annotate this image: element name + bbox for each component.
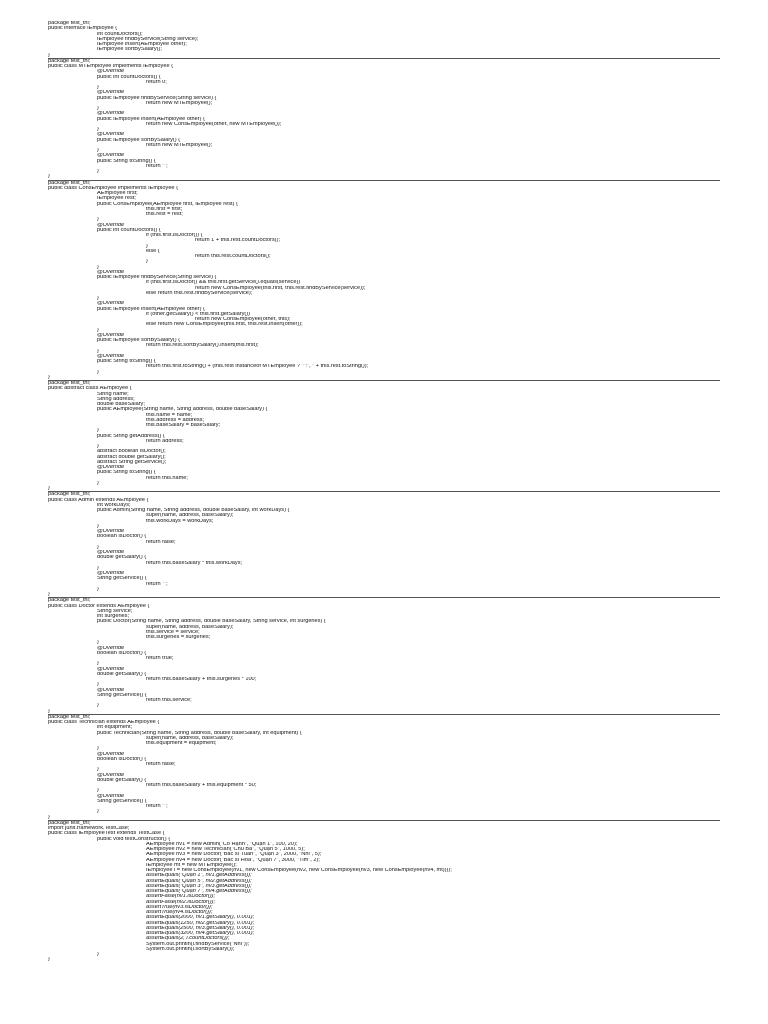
code-line: IEmployee l = new ConsEmployee(nv1, new ConsEmployee(nv2, new ConsEmployee(nv3, new ConsEmployee(nv4, mt)))); [146, 868, 452, 873]
code-line: @Override [97, 353, 125, 359]
code-line: @Override [97, 793, 125, 799]
code-line: return ""; [146, 581, 168, 587]
code-line: public Admin(String name, String address, double baseSalary, int workDays) { [97, 508, 290, 513]
code-line: public int countDoctors() { [97, 227, 161, 233]
code-line: } [97, 148, 99, 153]
code-line: this.first = first; [146, 206, 183, 212]
code-line: public int countDoctors() { [97, 74, 161, 80]
code-line: } [97, 106, 99, 111]
code-line: return 0; [146, 79, 167, 85]
code-line: return this.rest.sortBySalary().insert(this.first); [146, 343, 259, 349]
code-line: } [97, 565, 99, 571]
code-line: package test_thi; [48, 820, 91, 826]
code-line: boolean isDoctor() { [97, 756, 147, 762]
code-line: public abstract class AEmployee { [48, 386, 132, 392]
code-line: } [97, 85, 99, 90]
code-line: @Override [97, 571, 125, 576]
code-line: this.surgeries = surgeries; [146, 635, 211, 640]
code-line: public IEmployee findByService(String service) { [97, 275, 217, 280]
code-line: String getService() { [97, 692, 147, 698]
code-line: boolean isDoctor() { [97, 650, 147, 656]
code-line: return new ConsEmployee(other, this); [195, 317, 291, 322]
code-line: public class Technician extends AEmployee { [48, 720, 160, 725]
code-line: abstract boolean isDoctor(); [97, 449, 166, 455]
code-section [48, 821, 720, 963]
code-line: } [97, 444, 99, 449]
code-line: @Override [97, 90, 125, 96]
code-line: @Override [97, 332, 125, 338]
code-line: assertTrue(nv3.isDoctor()); [146, 904, 213, 910]
code-line: return this.baseSalary + this.equipment * 50; [146, 783, 257, 788]
code-line: return false; [146, 762, 176, 767]
code-line: } [97, 296, 99, 301]
code-line: @Override [97, 529, 125, 534]
code-line: public String toString() { [97, 470, 156, 476]
code-line: public class IEmployeeTest extends TestCase { [48, 831, 165, 837]
code-line: public IEmployee findByService(String service) { [97, 95, 217, 101]
code-line: public String toString() { [97, 158, 156, 164]
code-line: } [48, 374, 50, 380]
code-line: assertEquals(2, l.countDoctors()); [146, 936, 230, 942]
code-line: return false; [146, 539, 176, 545]
code-line: } [97, 217, 99, 223]
code-line: public IEmployee sortBySalary() { [97, 137, 181, 143]
code-line: @Override [97, 751, 125, 757]
code-line: abstract double getSalary(); [97, 454, 166, 460]
code-line: } [97, 703, 99, 709]
code-line: public String toString() { [97, 359, 156, 364]
code-line: @Override [97, 269, 125, 275]
code-line: abstract String getService(); [97, 459, 167, 465]
code-line: return new ConsEmployee(other, new MTEmployee()); [146, 121, 282, 127]
code-line: return this.baseSalary + this.surgeries * 100; [146, 677, 257, 682]
code-line: AEmployee nv3 = new Doctor("Bác sĩ Tuấn", "Quận 3", 2000, "Nhi", 5); [146, 852, 322, 858]
code-line: @Override [97, 550, 125, 555]
code-line: return this.rest.countDoctors(); [195, 254, 271, 259]
code-line: } [97, 369, 99, 375]
code-line: this.baseSalary = baseSalary; [146, 423, 221, 428]
code-line: } [97, 264, 99, 270]
code-line: double getSalary() { [97, 777, 147, 783]
code-line: package test_thi; [48, 492, 91, 498]
code-section [48, 492, 720, 597]
code-line: public ConsEmployee(AEmployee first, IEmployee rest) { [97, 201, 238, 207]
code-line: } [146, 259, 148, 265]
code-line: IEmployee rest; [97, 196, 136, 202]
code-line: public AEmployee(String name, String address, double baseSalary) { [97, 407, 268, 413]
code-line: else return new ConsEmployee(this.first, this.rest.insert(other)); [146, 322, 303, 328]
code-line: } [48, 957, 50, 963]
code-line: public String getAddress() { [97, 433, 165, 439]
code-line: return new MTEmployee(); [146, 142, 213, 148]
code-line: assertEquals(2000, nv1.getSalary(), 0.001); [146, 915, 255, 921]
code-line: } [97, 809, 99, 815]
code-line: assertEquals("Quận 1", nv1.getAddress()); [146, 873, 252, 879]
code-line: super(name, address, baseSalary); [146, 735, 234, 741]
code-line: } [97, 746, 99, 752]
code-line: assertEquals("Quận 7", nv4.getAddress()); [146, 889, 252, 894]
code-line: this.rest = rest; [146, 212, 183, 217]
code-line: this.equipment = equipment; [146, 741, 217, 746]
code-line: super(name, address, baseSalary); [146, 513, 234, 519]
code-line: String getService() { [97, 798, 147, 804]
code-line: @Override [97, 666, 125, 672]
code-line: } [97, 586, 99, 592]
code-line: AEmployee nv1 = new Admin("Cô Hạnh", "Quận 1", 100, 20); [146, 841, 298, 847]
code-section [48, 59, 720, 180]
code-line: public IEmployee insert(AEmployee other) { [97, 116, 205, 122]
code-line: } [97, 661, 99, 667]
code-line: package test_thi; [48, 58, 91, 64]
code-line: assertEquals(2500, nv3.getSalary(), 0.001); [146, 925, 255, 931]
code-line: System.out.println(l.findByService("Nhi")); [146, 941, 250, 947]
code-line: return 1 + this.rest.countDoctors(); [195, 238, 281, 244]
code-line: return this.first.toString() + (this.rest instanceof MTEmployee ? "":", " + this.rest.toString()); [146, 364, 369, 370]
code-line: public class MTEmployee implements IEmployee { [48, 64, 173, 69]
code-line: } [97, 952, 99, 957]
code-line: @Override [97, 687, 125, 693]
code-line: package test_thi; [48, 381, 91, 386]
code-line: public IEmployee insert(AEmployee other) { [97, 306, 205, 312]
code-line: @Override [97, 645, 125, 651]
code-line: assertEquals("Quận 3", nv3.getAddress()); [146, 883, 252, 889]
code-section [48, 381, 720, 491]
code-line: } [48, 592, 50, 597]
code-line: IEmployee insert(AEmployee other); [97, 42, 187, 47]
code-line: public Doctor(String name, String address, double baseSalary, String service, int surgeries) { [97, 619, 326, 625]
code-line: else { [146, 248, 160, 254]
code-line: int surgeries; [97, 614, 130, 619]
code-line: } [97, 767, 99, 773]
code-line: double getSalary() { [97, 555, 147, 561]
code-document [48, 21, 720, 963]
code-line: return ""; [146, 804, 168, 809]
code-line: assertEquals("Quận 5", nv2.getAddress()); [146, 878, 252, 884]
code-line: return this.name; [146, 475, 188, 481]
code-section [48, 181, 720, 381]
code-section [48, 715, 720, 820]
code-line: @Override [97, 153, 125, 159]
code-line: @Override [97, 301, 125, 307]
code-line: super(name, address, baseSalary); [146, 624, 234, 630]
code-line: public IEmployee sortBySalary() { [97, 338, 181, 343]
code-line: this.workDays = workDays; [146, 518, 214, 524]
code-line: AEmployee nv4 = new Doctor("Bác sĩ Hòa", "Quận 7", 3000, "Tim", 2); [146, 857, 320, 863]
code-line: return this.baseSalary * this.workDays; [146, 560, 243, 566]
code-line: public Technician(String name, String address, double baseSalary, int equipment) { [97, 730, 302, 736]
code-line: assertFalse(nv1.isDoctor()); [146, 894, 216, 900]
code-line: return ""; [146, 163, 168, 169]
code-line: package test_thi; [48, 598, 91, 604]
code-line: int workDays; [97, 502, 131, 508]
code-line: return new ConsEmployee(this.first, this.rest.findByService(service)); [195, 285, 366, 291]
code-line: @Override [97, 222, 125, 228]
code-line: return this.service; [146, 698, 192, 703]
code-line: } [48, 174, 50, 180]
code-line: } [146, 243, 148, 249]
code-line: } [97, 544, 99, 550]
code-line: AEmployee first; [97, 191, 138, 196]
code-line: } [97, 480, 99, 486]
code-line: public class ConsEmployee implements IEmployee { [48, 185, 178, 191]
code-line: public interface IEmployee { [48, 26, 118, 32]
code-line: if (this.first.isDoctor()) { [146, 233, 203, 238]
code-line: boolean isDoctor() { [97, 534, 147, 540]
code-line: package test_thi; [48, 21, 91, 26]
code-line: else return this.rest.findByService(service); [146, 290, 253, 296]
code-line: } [97, 682, 99, 688]
code-line: IEmployee findByService(String service); [97, 36, 199, 42]
code-line: } [97, 348, 99, 354]
code-line: String address; [97, 396, 135, 402]
code-line: package test_thi; [48, 714, 91, 720]
code-line: int equipment; [97, 725, 133, 731]
code-line: @Override [97, 465, 125, 470]
code-line: } [48, 486, 50, 491]
code-line: return true; [146, 656, 174, 661]
code-line: IEmployee mt = new MTEmployee(); [146, 862, 237, 868]
code-line: } [48, 814, 50, 820]
code-line: IEmployee sortBySalary(); [97, 47, 162, 53]
code-line: this.name = name; [146, 412, 193, 418]
code-line: } [97, 428, 99, 434]
code-line: public class Admin extends AEmployee { [48, 497, 149, 503]
code-section [48, 21, 720, 58]
code-line: assertEquals(1250, nv2.getSalary(), 0.001); [146, 920, 255, 926]
code-line: assertFalse(nv2.isDoctor()); [146, 899, 216, 905]
code-line: double baseSalary; [97, 402, 145, 407]
code-line: } [97, 640, 99, 646]
code-line: public class Doctor extends AEmployee { [48, 603, 150, 609]
code-line: String getService() { [97, 576, 147, 582]
code-line: public void testConstructor() { [97, 836, 171, 842]
code-line: System.out.println(l.sortBySalary()); [146, 946, 235, 952]
code-line: } [97, 127, 99, 132]
code-line: String service; [97, 608, 133, 614]
code-line: package test_thi; [48, 180, 91, 186]
code-line: if (this.first.isDoctor() && this.first.getService().equals(service)) [146, 280, 301, 286]
code-line: } [48, 52, 50, 58]
code-line: AEmployee nv2 = new Technician("Chú Ba", "Quận 5", 1000, 5); [146, 847, 305, 852]
code-line: double getSalary() { [97, 671, 147, 677]
code-line: int countDoctors(); [97, 31, 143, 37]
code-line: @Override [97, 69, 125, 75]
code-line: return new MTEmployee(); [146, 100, 213, 106]
code-line: @Override [97, 772, 125, 778]
code-line: this.service = service; [146, 629, 200, 635]
code-line: assertEquals(3200, nv4.getSalary(), 0.001); [146, 931, 255, 936]
code-line: @Override [97, 132, 125, 138]
code-line: } [48, 708, 50, 714]
code-line: if (other.getSalary() < this.first.getSalary()) [146, 311, 250, 317]
code-line: } [97, 169, 99, 174]
code-line: @Override [97, 111, 125, 117]
code-line: import junit.framework.TestCase; [48, 826, 130, 831]
code-line: String name; [97, 391, 129, 397]
code-line: } [97, 788, 99, 794]
code-line: this.address = address; [146, 417, 204, 423]
code-line: } [97, 327, 99, 333]
code-line: assertTrue(nv4.isDoctor()); [146, 910, 213, 915]
code-section [48, 598, 720, 714]
code-line: } [97, 523, 99, 529]
code-line: return address; [146, 438, 184, 444]
